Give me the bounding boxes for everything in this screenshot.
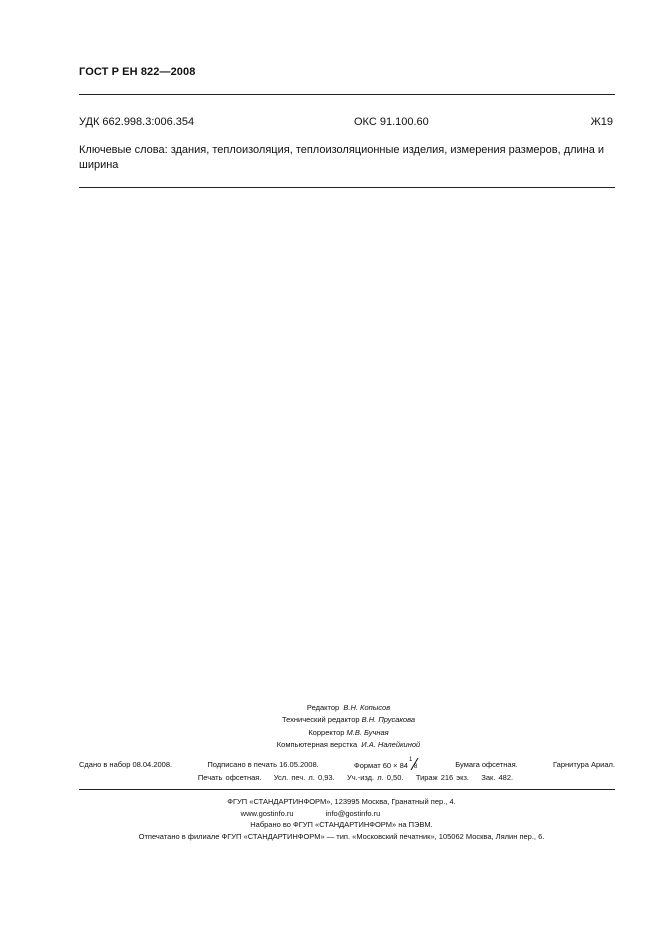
divider-keywords (79, 187, 615, 188)
font-name: Гарнитура Ариал. (553, 760, 615, 769)
printing-details-row2 (0, 773, 661, 782)
print-sheets: Усл. печ. л. 0,93. (273, 773, 335, 782)
print-type: Печать офсетная. (197, 773, 262, 782)
edition-sheets: Уч.-изд. л. 0,50. (346, 773, 404, 782)
credit-layout: Компьютерная верстка И.А. Налейкиной (276, 739, 421, 749)
typeset-info: Набрано во ФГУП «СТАНДАРТИНФОРМ» на ПЭВМ. (250, 820, 433, 829)
divider-bottom (79, 789, 615, 790)
oks-code: ОКС 91.100.60 (354, 116, 429, 128)
keywords: Ключевые слова: здания, теплоизоляция, теплоизоляционные изделия, измерения размеров, длина и ширина (79, 144, 605, 171)
credits-block (0, 702, 661, 751)
udk-code: УДК 662.998.3:006.354 (79, 116, 195, 128)
credit-tech-editor: Технический редактор В.Н. Прусакова (281, 715, 416, 725)
classification-code: Ж19 (590, 116, 613, 128)
document-id: ГОСТ Р ЕН 822—2008 (79, 66, 196, 78)
publisher-address: ФГУП «СТАНДАРТИНФОРМ», 123995 Москва, Гранатный пер., 4. (227, 797, 456, 806)
publisher-contacts (0, 808, 661, 820)
format-fraction: 1 8 (408, 760, 420, 770)
printing-details-row1 (79, 757, 615, 770)
paper-type: Бумага офсетная. (455, 760, 518, 769)
signed-date: Подписано в печать 16.05.2008. (207, 760, 319, 769)
publisher-block (0, 796, 661, 842)
order-number: Зак. 482. (481, 773, 514, 782)
credit-editor: Редактор В.Н. Копысов (306, 703, 391, 712)
paper-format: Формат 60 × 84 1 8 (354, 760, 420, 770)
printed-info: Отпечатано в филиале ФГУП «СТАНДАРТИНФОРМ» — тип. «Московский печатник», 105062 Москва, Лялин пер., 6. (138, 831, 545, 841)
email-link[interactable]: info@gostinfo.ru (325, 808, 381, 818)
circulation: Тираж 216 экз. (415, 773, 470, 782)
website-link[interactable]: www.gostinfo.ru (240, 808, 294, 818)
divider-top (79, 94, 615, 95)
credit-corrector: Корректор М.В. Бучная (308, 727, 389, 737)
typeset-date: Сдано в набор 08.04.2008. (79, 760, 173, 769)
